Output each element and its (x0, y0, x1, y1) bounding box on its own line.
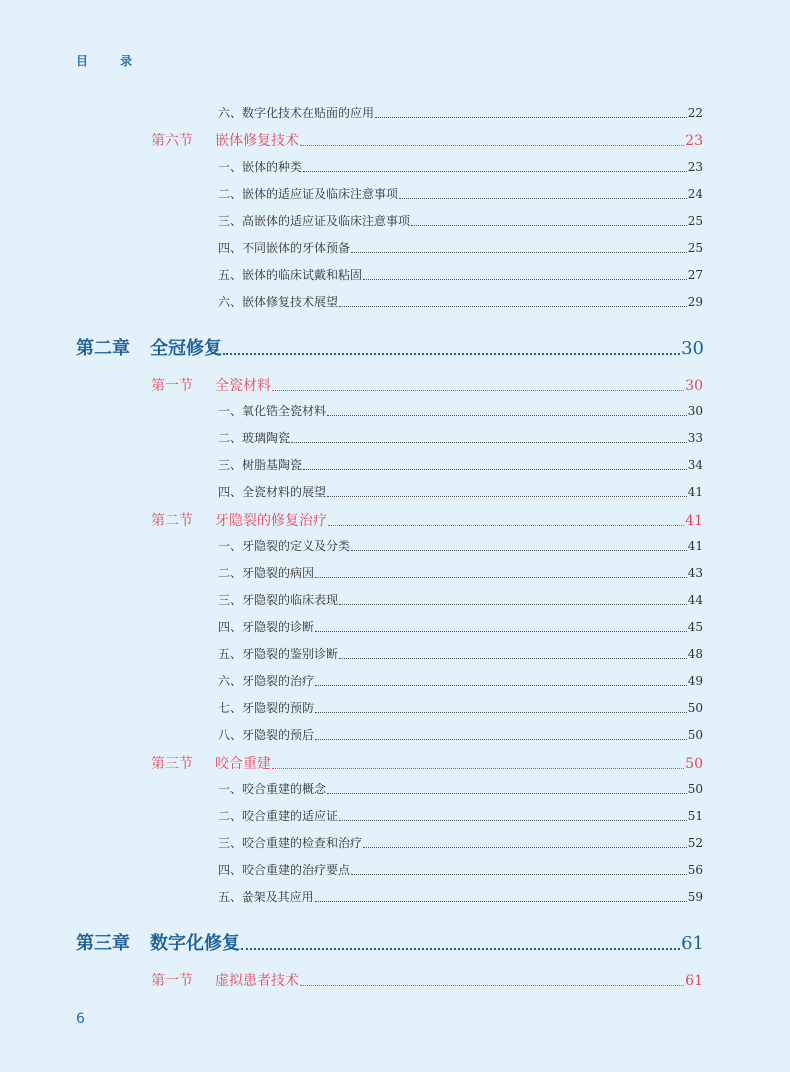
toc-entry-page: 45 (687, 620, 703, 634)
toc-entry-label: 二、玻璃陶瓷 (218, 431, 291, 445)
leader-dots (300, 145, 684, 146)
toc-entry-label: 五、쓦架及其应用 (218, 890, 314, 904)
toc-entry-page: 50 (687, 728, 703, 742)
section-title: 咬合重建 (215, 756, 271, 772)
chapter-page: 61 (681, 933, 704, 954)
toc-entry[interactable] (218, 456, 703, 473)
toc-entry-page: 23 (687, 160, 703, 174)
toc-section[interactable] (151, 510, 703, 530)
toc-entry-label: 六、数字化技术在贴面的应用 (218, 106, 375, 120)
toc-entry[interactable] (218, 834, 703, 851)
leader-dots (303, 171, 687, 172)
toc-entry-label: 八、牙隐裂的预后 (218, 728, 315, 742)
toc-entry-page: 34 (687, 458, 703, 472)
toc-entry[interactable] (218, 780, 703, 797)
leader-dots (339, 658, 687, 659)
toc-entry[interactable] (218, 564, 703, 581)
section-page: 61 (685, 973, 703, 989)
toc-entry-label: 一、咬合重建的概念 (218, 782, 327, 796)
leader-dots (241, 948, 680, 950)
toc-chapter[interactable] (76, 929, 704, 955)
toc-entry-label: 三、咬合重建的检查和治疗 (218, 836, 363, 850)
chapter-title: 全冠修复 (150, 338, 222, 359)
toc-entry-label: 六、嵌体修复技术展望 (218, 295, 339, 309)
leader-dots (328, 525, 684, 526)
leader-dots (339, 820, 687, 821)
toc-entry-page: 52 (687, 836, 703, 850)
chapter-number: 第三章 (76, 933, 130, 954)
leader-dots (411, 225, 687, 226)
toc-entry[interactable] (218, 185, 703, 202)
toc-entry-label: 四、全瓷材料的展望 (218, 485, 327, 499)
toc-entry-page: 51 (687, 809, 703, 823)
leader-dots (300, 985, 684, 986)
section-title: 牙隐裂的修复治疗 (215, 513, 327, 529)
toc-entry-label: 五、嵌体的临床试戴和粘固 (218, 268, 363, 282)
toc-entry[interactable] (218, 158, 703, 175)
chapter-title: 数字化修复 (150, 933, 240, 954)
toc-entry[interactable] (218, 645, 703, 662)
toc-chapter[interactable] (76, 334, 704, 360)
toc-entry-label: 七、牙隐裂的预防 (218, 701, 315, 715)
toc-entry-page: 50 (687, 782, 703, 796)
toc-entry-page: 41 (687, 485, 703, 499)
leader-dots (351, 550, 687, 551)
toc-entry-label: 四、牙隐裂的诊断 (218, 620, 315, 634)
toc-entry-page: 43 (687, 566, 703, 580)
leader-dots (363, 279, 687, 280)
toc-entry[interactable] (218, 807, 703, 824)
toc-entry-page: 48 (687, 647, 703, 661)
toc-entry[interactable] (218, 402, 703, 419)
toc-entry-label: 四、不同嵌体的牙体预备 (218, 241, 351, 255)
toc-entry-page: 27 (687, 268, 703, 282)
toc-entry[interactable] (218, 293, 703, 310)
toc-entry-label: 一、氧化锆全瓷材料 (218, 404, 327, 418)
section-number: 第一节 (151, 378, 193, 394)
leader-dots (339, 604, 687, 605)
section-page: 41 (685, 513, 703, 529)
leader-dots (272, 768, 684, 769)
leader-dots (375, 117, 687, 118)
leader-dots (315, 577, 687, 578)
section-number: 第六节 (151, 133, 193, 149)
toc-entry[interactable] (218, 618, 703, 635)
toc-entry-page: 56 (687, 863, 703, 877)
leader-dots (363, 847, 687, 848)
toc-entry-page: 24 (687, 187, 703, 201)
toc-entry[interactable] (218, 429, 703, 446)
section-page: 50 (685, 756, 703, 772)
chapter-number: 第二章 (76, 338, 130, 359)
section-title: 嵌体修复技术 (215, 133, 299, 149)
toc-entry-page: 22 (687, 106, 703, 120)
toc-entry-page: 30 (687, 404, 703, 418)
toc-entry-page: 44 (687, 593, 703, 607)
leader-dots (303, 469, 687, 470)
toc-entry-page: 41 (687, 539, 703, 553)
leader-dots (327, 793, 687, 794)
toc-entry-label: 二、嵌体的适应证及临床注意事项 (218, 187, 399, 201)
toc-entry-label: 一、牙隐裂的定义及分类 (218, 539, 351, 553)
toc-entry-page: 25 (687, 241, 703, 255)
toc-entry-label: 二、咬合重建的适应证 (218, 809, 339, 823)
toc-entry-page: 25 (687, 214, 703, 228)
section-number: 第二节 (151, 513, 193, 529)
toc-entry-page: 29 (687, 295, 703, 309)
toc-entry-label: 二、牙隐裂的病因 (218, 566, 315, 580)
leader-dots (291, 442, 687, 443)
leader-dots (339, 306, 687, 307)
toc-entry-label: 四、咬合重建的治疗要点 (218, 863, 351, 877)
toc-entry-page: 59 (687, 890, 703, 904)
toc-entry-label: 五、牙隐裂的鉴别诊断 (218, 647, 339, 661)
toc-entry[interactable] (218, 672, 703, 689)
toc-section[interactable] (151, 130, 703, 150)
leader-dots (315, 739, 687, 740)
toc-entry[interactable] (218, 726, 703, 743)
leader-dots (315, 631, 687, 632)
toc-entry[interactable] (218, 239, 703, 256)
toc-entry-label: 一、嵌体的种类 (218, 160, 303, 174)
leader-dots (315, 901, 687, 902)
section-page: 23 (685, 133, 703, 149)
leader-dots (223, 353, 680, 355)
toc-section[interactable] (151, 970, 703, 990)
leader-dots (315, 712, 687, 713)
page-header: 目 录 (76, 54, 147, 68)
section-number: 第一节 (151, 973, 193, 989)
toc-section[interactable] (151, 375, 703, 395)
toc-entry[interactable] (218, 888, 703, 905)
toc-entry-label: 三、高嵌体的适应证及临床注意事项 (218, 214, 411, 228)
chapter-page: 30 (681, 338, 704, 359)
toc-entry-page: 33 (687, 431, 703, 445)
page-number: 6 (76, 1011, 85, 1027)
toc-entry[interactable] (218, 483, 703, 500)
section-title: 虚拟患者技术 (215, 973, 299, 989)
toc-entry[interactable] (218, 266, 703, 283)
toc-entry-label: 三、树脂基陶瓷 (218, 458, 303, 472)
toc-entry[interactable] (218, 699, 703, 716)
toc-entry[interactable] (218, 537, 703, 554)
toc-section[interactable] (151, 753, 703, 773)
toc-entry[interactable] (218, 212, 703, 229)
section-number: 第三节 (151, 756, 193, 772)
leader-dots (351, 874, 687, 875)
toc-entry[interactable] (218, 591, 703, 608)
leader-dots (315, 685, 687, 686)
leader-dots (351, 252, 687, 253)
leader-dots (272, 390, 684, 391)
toc-entry-label: 六、牙隐裂的治疗 (218, 674, 315, 688)
section-title: 全瓷材料 (215, 378, 271, 394)
toc-entry[interactable] (218, 861, 703, 878)
leader-dots (327, 496, 687, 497)
toc-entry-page: 49 (687, 674, 703, 688)
leader-dots (327, 415, 687, 416)
toc-entry-page: 50 (687, 701, 703, 715)
toc-entry-label: 三、牙隐裂的临床表现 (218, 593, 339, 607)
leader-dots (399, 198, 687, 199)
section-page: 30 (685, 378, 703, 394)
toc-entry[interactable] (218, 104, 703, 121)
